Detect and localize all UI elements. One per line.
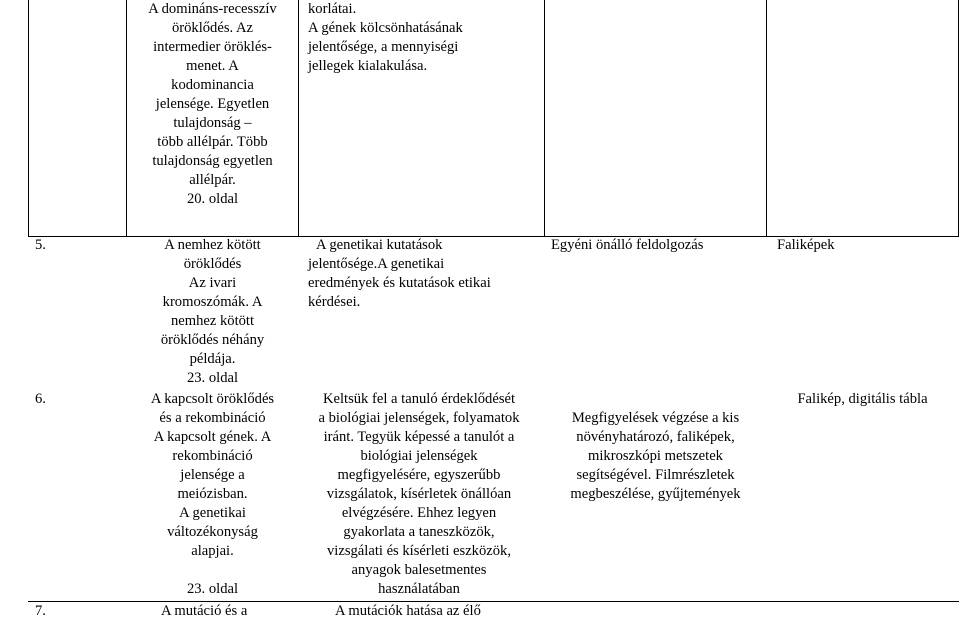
topic-line: jelensége. Egyetlen xyxy=(155,96,270,112)
table-border-right xyxy=(958,0,959,237)
goal-line: jelentősége.A genetikai xyxy=(308,256,445,272)
column-divider xyxy=(766,0,767,237)
goal-line: A genetikai kutatások xyxy=(316,237,443,253)
topic-cell-5 xyxy=(127,236,298,388)
goal-line: kérdései. xyxy=(308,294,361,310)
topic-line: öröklődés xyxy=(183,256,242,272)
topic-title: A kapcsolt öröklődés xyxy=(150,391,275,407)
topic-line: intermedier öröklés- xyxy=(153,39,272,55)
row-number: 6. xyxy=(35,391,46,407)
goal-line: gyakorlata a taneszközök, xyxy=(343,524,495,540)
topic-line: kodominancia xyxy=(171,77,254,93)
topic-line: változékonyság xyxy=(167,524,258,540)
topic-line: jelensége a xyxy=(180,467,245,483)
goal-line: vizsgálati és kísérleti eszközök, xyxy=(327,543,511,559)
topic-line: több allélpár. Több xyxy=(157,134,268,150)
page-reference: 20. oldal xyxy=(186,191,239,207)
blank-line xyxy=(127,561,298,580)
topic-line: A domináns-recesszív xyxy=(148,1,277,17)
topic-line: A kapcsolt gének. A xyxy=(153,429,272,445)
goal-line: jelentősége, a mennyiségi xyxy=(308,39,459,55)
topic-line: nemhez kötött xyxy=(170,313,255,329)
goal-cell-5 xyxy=(308,236,534,312)
topic-line: A genetikai xyxy=(179,505,246,521)
topic-line: öröklődés néhány xyxy=(160,332,265,348)
activity-line: mikroszkópi metszetek xyxy=(588,448,723,464)
topic-line: allélpár. xyxy=(189,172,236,188)
row-number: 5. xyxy=(35,237,46,253)
goal-line: elvégzésére. Ehhez legyen xyxy=(341,505,497,521)
goal-line: jellegek kialakulása. xyxy=(308,58,428,74)
activity-cell-5: Egyéni önálló feldolgozás xyxy=(551,237,704,253)
activity-line: növényhatározó, faliképek, xyxy=(576,429,735,445)
activity-line: Megfigyelések végzése a kis xyxy=(571,410,740,426)
topic-cell-6 xyxy=(127,390,298,599)
goal-line: Keltsük fel a tanuló érdeklődését xyxy=(322,391,516,407)
topic-line: és a rekombináció xyxy=(159,410,266,426)
topic-line: példája. xyxy=(189,351,236,367)
column-divider xyxy=(298,0,299,237)
activity-line: segítségével. Filmrészletek xyxy=(576,467,735,483)
goal-line: korlátai. xyxy=(308,1,357,17)
goal-line: A gének kölcsönhatásának xyxy=(308,20,463,36)
goal-cell-prev xyxy=(308,0,534,76)
goal-line: vizsgálatok, kísérletek önállóan xyxy=(326,486,512,502)
goal-line: megfigyelésére, egyszerűbb xyxy=(337,467,501,483)
goal-line: anyagok balesetmentes xyxy=(351,562,487,578)
topic-line: Az ivari xyxy=(188,275,237,291)
topic-line: rekombináció xyxy=(172,448,253,464)
goal-cell-6 xyxy=(300,390,538,599)
topic-line: tulajdonság egyetlen xyxy=(152,153,273,169)
tools-cell-5: Faliképek xyxy=(777,237,835,253)
tools-cell-6: Falikép, digitális tábla xyxy=(797,391,928,407)
topic-line: alapjai. xyxy=(191,543,234,559)
topic-line: meiózisban. xyxy=(177,486,248,502)
goal-line: iránt. Tegyük képessé a tanulót a xyxy=(323,429,515,445)
column-divider xyxy=(544,0,545,237)
goal-line: a biológiai jelenségek, folyamatok xyxy=(318,410,520,426)
goal-line: eredmények és kutatások etikai xyxy=(308,275,491,291)
table-border-left xyxy=(28,0,29,237)
page-reference: 23. oldal xyxy=(186,370,239,386)
row-number: 7. xyxy=(35,603,46,619)
goal-line: használatában xyxy=(378,581,460,597)
activity-cell-6 xyxy=(545,409,766,504)
topic-line: menet. A xyxy=(186,58,239,74)
topic-title: A nemhez kötött xyxy=(164,237,261,253)
topic-line: kromoszómák. A xyxy=(162,294,263,310)
goal-cell-7: A mutációk hatása az élő xyxy=(335,603,481,619)
page-reference: 23. oldal xyxy=(186,581,239,597)
activity-line: megbeszélése, gyűjtemények xyxy=(570,486,741,502)
topic-line: öröklődés. Az xyxy=(171,20,254,36)
goal-line: biológiai jelenségek xyxy=(360,448,478,464)
topic-cell-7: A mutáció és a xyxy=(161,603,248,619)
topic-cell-prev xyxy=(127,0,298,209)
topic-line: tulajdonság – xyxy=(173,115,252,131)
